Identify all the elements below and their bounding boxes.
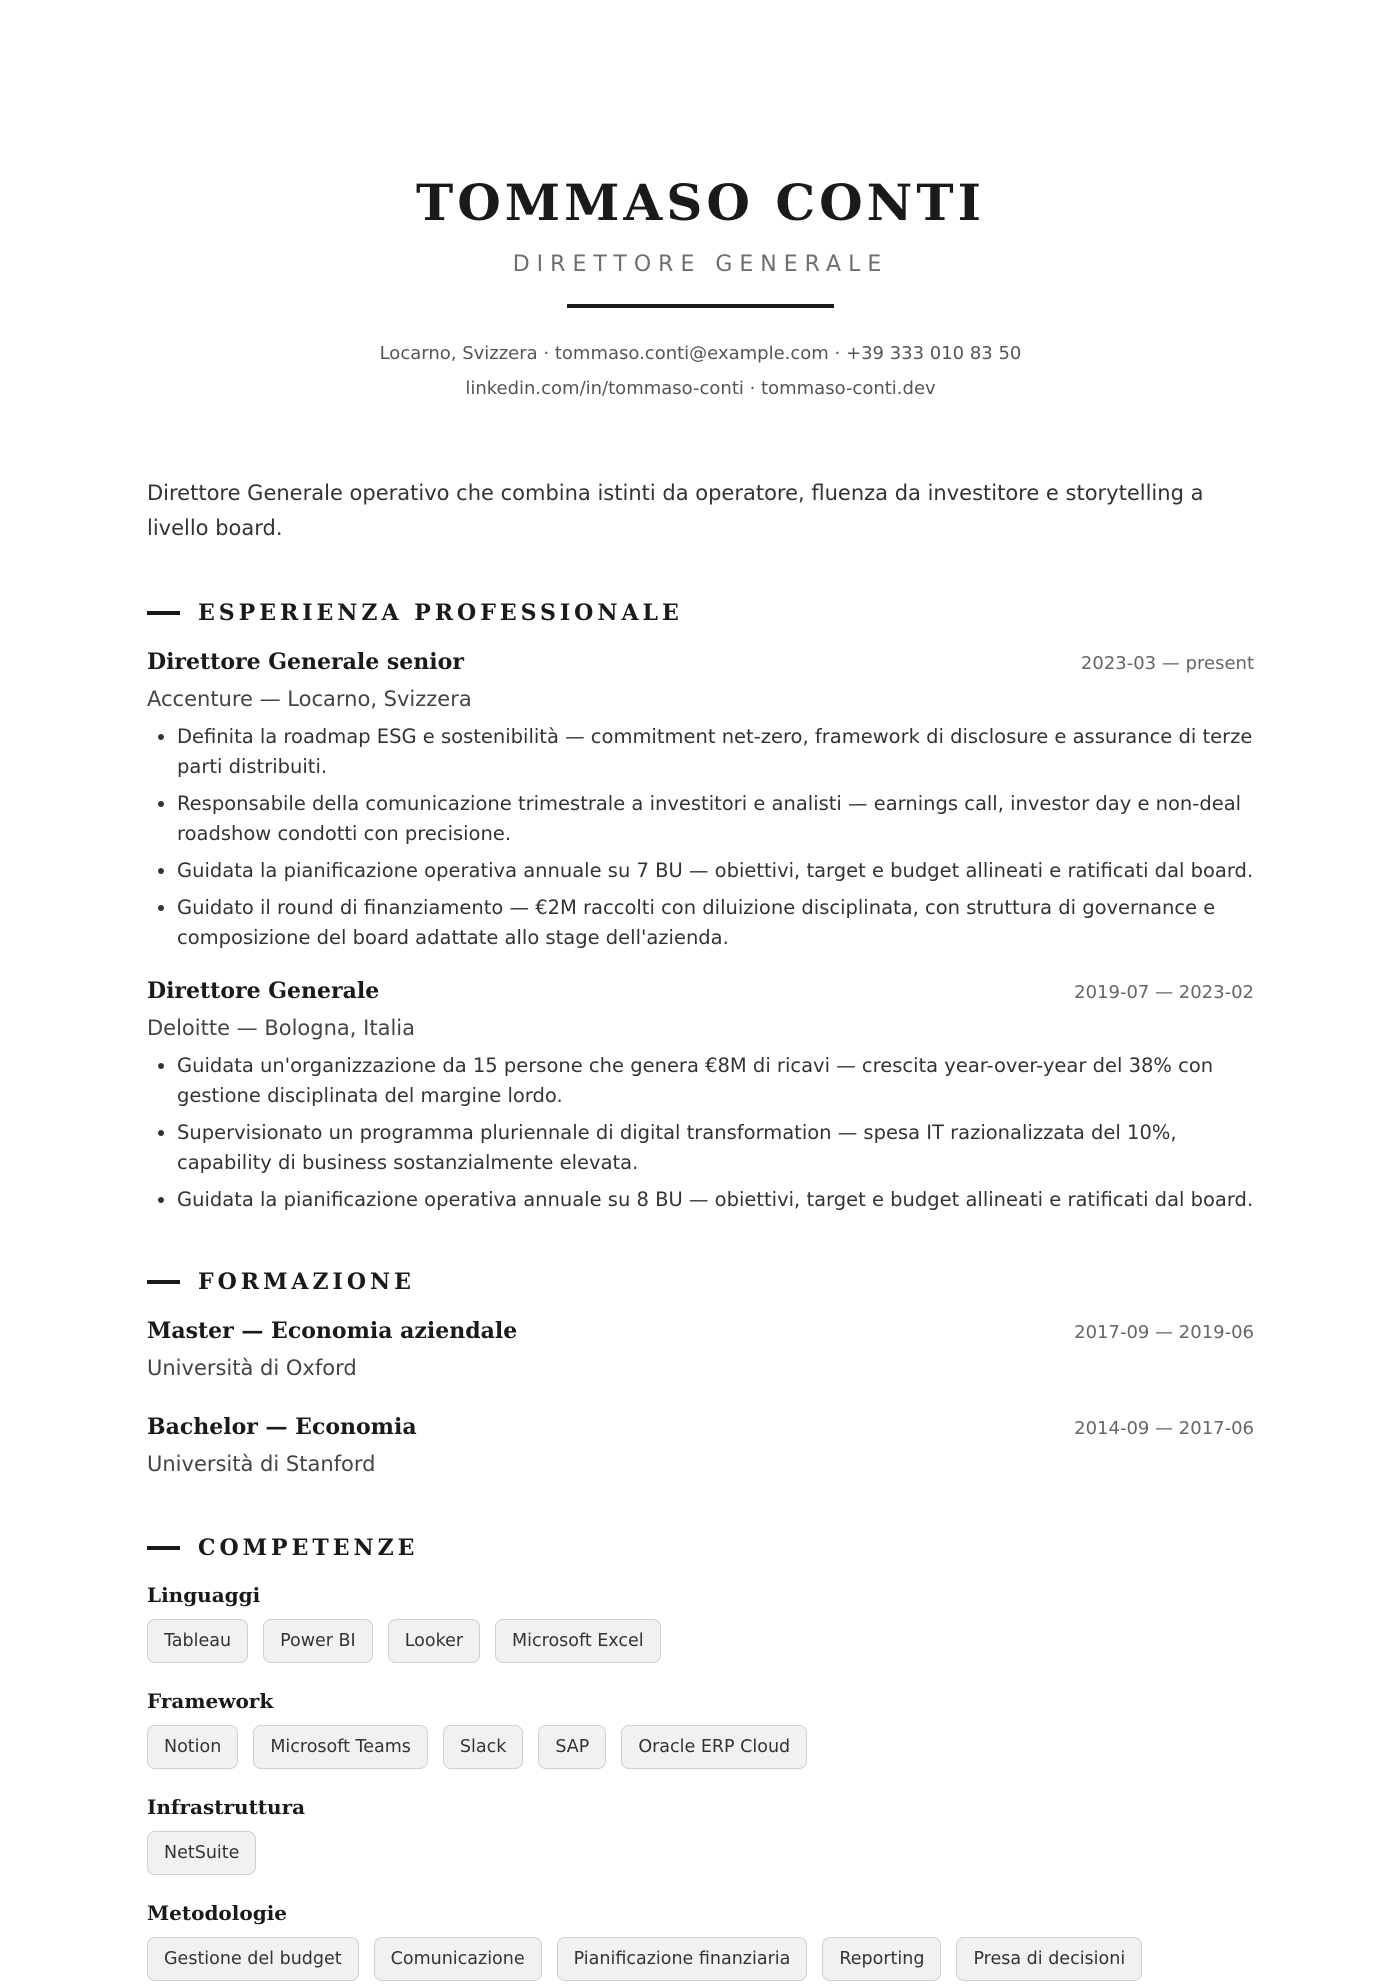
contact-line-links: linkedin.com/in/tommaso-conti · tommaso-conti.dev xyxy=(465,378,936,399)
resume-page xyxy=(147,0,1254,1987)
job-dates: 2023-03 — present xyxy=(1080,653,1254,674)
education-dates: 2017-09 — 2019-06 xyxy=(1074,1322,1254,1343)
job-company: Deloitte — Bologna, Italia xyxy=(147,1016,415,1040)
education-entry xyxy=(147,1411,1254,1481)
skill-chip: Microsoft Teams xyxy=(253,1725,428,1769)
section-dash xyxy=(147,1280,180,1284)
candidate-role: DIRETTORE GENERALE xyxy=(512,252,889,277)
header-divider xyxy=(567,304,834,308)
skill-group-label: Linguaggi xyxy=(147,1583,261,1607)
degree-title: Bachelor — Economia xyxy=(147,1414,417,1440)
achievement-item: • Guidata la pianificazione operativa annuale su 8 BU — obiettivi, target e budget allineati e ratificati dal board. xyxy=(177,1185,1254,1215)
skill-chip: Notion xyxy=(147,1725,238,1769)
achievement-item: • Guidato il round di finanziamento — €2M raccolti con diluizione disciplinata, con struttura di governance e composizione del board adattate allo stage dell'azienda. xyxy=(177,893,1254,953)
achievement-item: • Supervisionato un programma pluriennale di digital transformation — spesa IT razionalizzata del 10%, capability di business sostanzialmente elevata. xyxy=(177,1118,1254,1178)
skill-chip-list xyxy=(147,1725,1254,1775)
skill-group-methodologies xyxy=(147,1899,1254,1987)
skill-group-label: Framework xyxy=(147,1689,274,1713)
achievement-item: • Guidata la pianificazione operativa annuale su 7 BU — obiettivi, target e budget allineati e ratificati dal board. xyxy=(177,856,1254,886)
skill-chip-list xyxy=(147,1619,1254,1669)
skill-chip: SAP xyxy=(538,1725,606,1769)
skill-chip: Looker xyxy=(388,1619,480,1663)
education-entry xyxy=(147,1315,1254,1385)
section-title: ESPERIENZA PROFESSIONALE xyxy=(198,600,683,626)
job-achievements xyxy=(147,1051,1254,1215)
skill-chip: Reporting xyxy=(822,1937,941,1981)
section-heading-education xyxy=(147,1267,1254,1297)
achievement-item: • Definita la roadmap ESG e sostenibilità — commitment net-zero, framework di disclosure e assurance di terze parti distribuiti. xyxy=(177,722,1254,782)
profile-summary: Direttore Generale operativo che combina istinti da operatore, fluenza da investitore e storytelling a livello board. xyxy=(147,481,1204,540)
school-name: Università di Stanford xyxy=(147,1452,376,1476)
skill-chip: Pianificazione finanziaria xyxy=(557,1937,808,1981)
school-name: Università di Oxford xyxy=(147,1356,357,1380)
skill-group-frameworks xyxy=(147,1687,1254,1775)
achievement-item: • Responsabile della comunicazione trimestrale a investitori e analisti — earnings call, investor day e non-deal roadshow condotti con precisione. xyxy=(177,789,1254,849)
job-title: Direttore Generale senior xyxy=(147,649,464,675)
skill-group-infrastructure xyxy=(147,1793,1254,1881)
job-company: Accenture — Locarno, Svizzera xyxy=(147,687,472,711)
section-title: COMPETENZE xyxy=(198,1535,419,1561)
skill-group-label: Infrastruttura xyxy=(147,1795,306,1819)
candidate-name: TOMMASO CONTI xyxy=(416,173,985,232)
job-title: Direttore Generale xyxy=(147,978,380,1004)
skill-chip-list xyxy=(147,1831,1254,1881)
skill-chip: Gestione del budget xyxy=(147,1937,359,1981)
education-dates: 2014-09 — 2017-06 xyxy=(1074,1418,1254,1439)
skill-chip: NetSuite xyxy=(147,1831,256,1875)
skill-chip: Presa di decisioni xyxy=(956,1937,1142,1981)
contact-info xyxy=(147,336,1254,406)
degree-title: Master — Economia aziendale xyxy=(147,1318,518,1344)
job-entry xyxy=(147,975,1254,1215)
skill-group-languages xyxy=(147,1581,1254,1669)
skill-chip: Power BI xyxy=(263,1619,373,1663)
job-entry xyxy=(147,646,1254,953)
section-title: FORMAZIONE xyxy=(198,1269,415,1295)
resume-header xyxy=(147,0,1254,406)
section-heading-skills xyxy=(147,1533,1254,1563)
skill-group-label: Metodologie xyxy=(147,1901,288,1925)
skill-chip: Microsoft Excel xyxy=(495,1619,661,1663)
achievement-item: • Guidata un'organizzazione da 15 persone che genera €8M di ricavi — crescita year-over-year del 38% con gestione disciplinata del margine lordo. xyxy=(177,1051,1254,1111)
contact-line-location-email-phone: Locarno, Svizzera · tommaso.conti@example.com · +39 333 010 83 50 xyxy=(379,343,1022,364)
skill-chip: Comunicazione xyxy=(374,1937,542,1981)
skill-chip: Slack xyxy=(443,1725,523,1769)
skill-chip: Tableau xyxy=(147,1619,248,1663)
section-heading-experience xyxy=(147,598,1254,628)
job-achievements xyxy=(147,722,1254,953)
section-dash xyxy=(147,611,180,615)
job-dates: 2019-07 — 2023-02 xyxy=(1074,982,1254,1003)
section-dash xyxy=(147,1546,180,1550)
skill-chip: Oracle ERP Cloud xyxy=(621,1725,807,1769)
